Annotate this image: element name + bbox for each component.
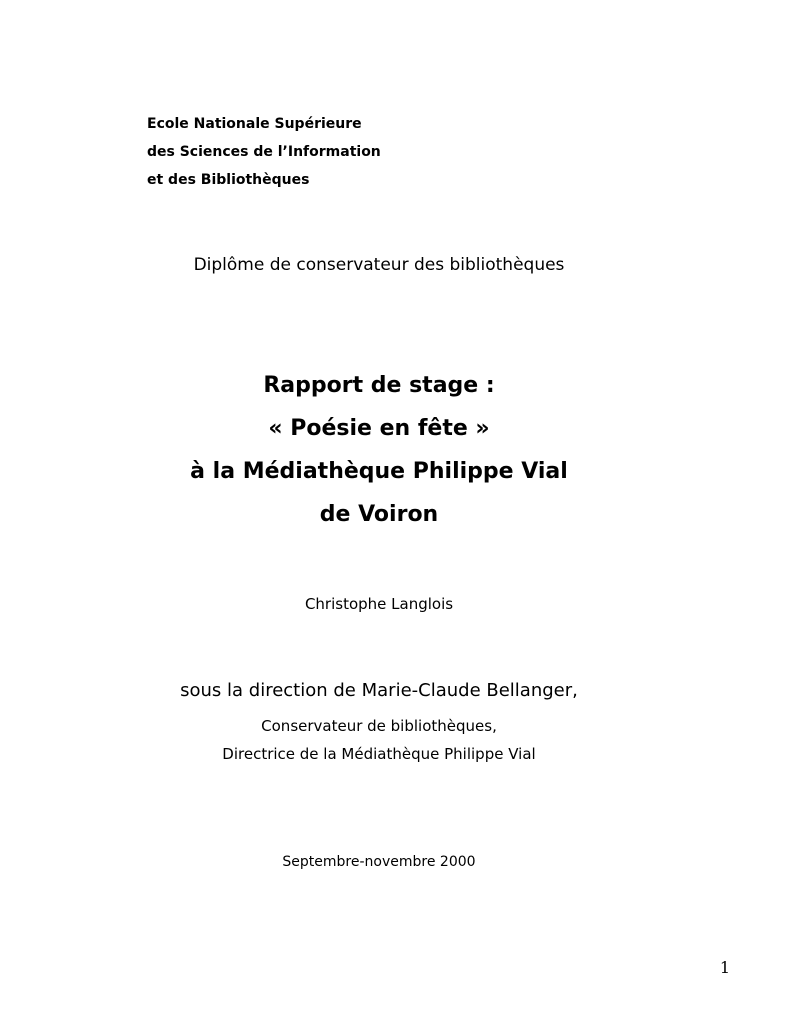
institution-line-1: Ecole Nationale Supérieure — [147, 116, 362, 132]
institution-line-3: et des Bibliothèques — [147, 172, 310, 188]
report-title-line-2: « Poésie en fête » — [268, 416, 490, 441]
report-title-line-4: de Voiron — [319, 502, 439, 527]
supervisor-role-1: Conservateur de bibliothèques, — [261, 717, 497, 735]
report-title-line-1: Rapport de stage : — [263, 373, 495, 398]
report-title — [0, 364, 758, 536]
supervisor-roles — [0, 712, 758, 768]
supervision-line: sous la direction de Marie-Claude Bellanger, — [180, 680, 578, 701]
report-date: Septembre-novembre 2000 — [282, 854, 476, 870]
author-name: Christophe Langlois — [304, 595, 454, 613]
institution-line-2: des Sciences de l’Information — [147, 144, 381, 160]
page-number: 1 — [719, 958, 730, 977]
report-title-line-3: à la Médiathèque Philippe Vial — [190, 459, 568, 484]
institution-header — [147, 110, 507, 194]
diploma-title: Diplôme de conservateur des bibliothèques — [193, 255, 565, 275]
supervisor-role-2: Directrice de la Médiathèque Philippe Vial — [222, 745, 536, 763]
